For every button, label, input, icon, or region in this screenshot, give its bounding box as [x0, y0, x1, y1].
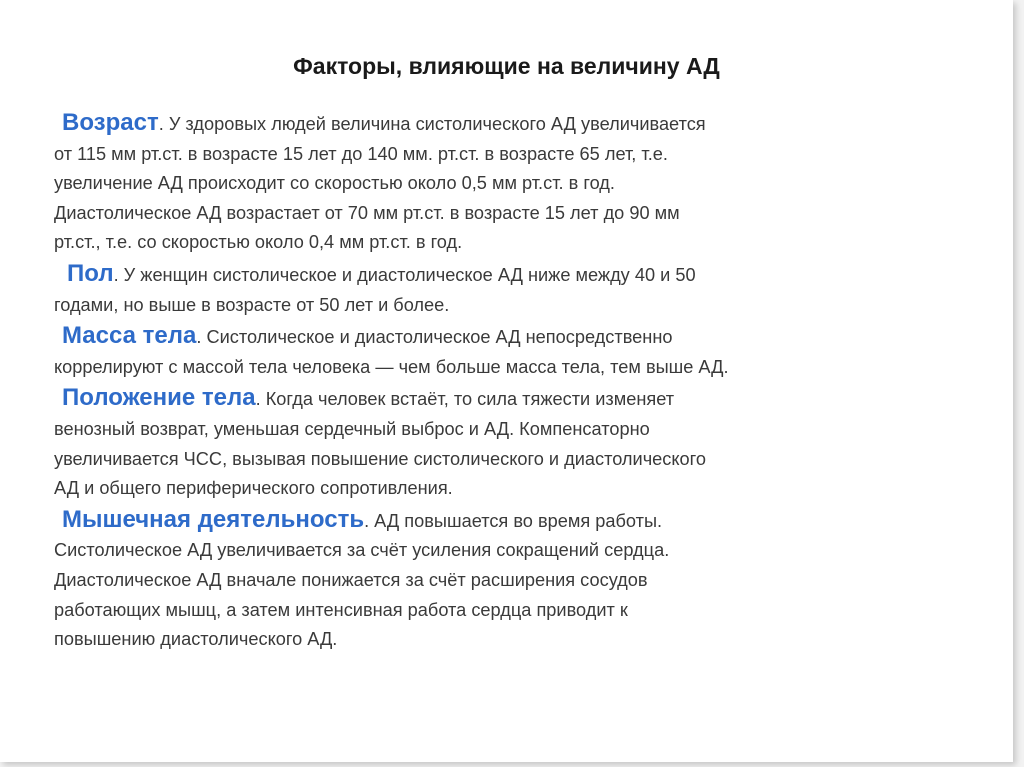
slide-title: Факторы, влияющие на величину АД: [293, 53, 720, 79]
section-line: рт.ст., т.е. со скоростью около 0,4 мм рт.ст. в год.: [54, 232, 463, 253]
section-line: повышению диастолического АД.: [54, 629, 338, 650]
section-body-mass: [54, 321, 954, 382]
section-body-position: [54, 383, 954, 503]
section-first-line: [54, 259, 954, 291]
section-line: венозный возврат, уменьшая сердечный выброс и АД. Компенсаторно: [54, 418, 650, 439]
term-heading: Масса тела: [62, 322, 197, 350]
section-line: Систолическое АД увеличивается за счёт усиления сокращений сердца.: [54, 540, 670, 561]
section-line: увеличивается ЧСС, вызывая повышение систолического и диастолического: [54, 448, 707, 469]
term-heading: Положение тела: [62, 384, 256, 412]
section-line: работающих мышц, а затем интенсивная работа сердца приводит к: [54, 599, 628, 620]
term-heading: Мышечная деятельность: [62, 505, 365, 533]
term-heading: Возраст: [62, 109, 159, 136]
section-line: Диастолическое АД вначале понижается за счёт расширения сосудов: [54, 569, 648, 590]
section-line: годами, но выше в возрасте от 50 лет и более.: [54, 294, 450, 315]
section-line: Диастолическое АД возрастает от 70 мм рт.ст. в возрасте 15 лет до 90 мм: [54, 202, 680, 223]
term-heading: Пол: [67, 259, 114, 287]
section-first-line: [54, 383, 954, 415]
section-age: [54, 108, 954, 258]
section-text: . У здоровых людей величина систолического АД увеличивается: [158, 114, 706, 134]
section-line: коррелируют с массой тела человека — чем больше масса тела, тем выше АД.: [54, 356, 729, 377]
section-first-line: [54, 505, 954, 537]
section-first-line: [54, 321, 954, 353]
slide-body: [54, 108, 954, 656]
section-line: увеличение АД происходит со скоростью около 0,5 мм рт.ст. в год.: [54, 173, 615, 194]
section-text: . У женщин систолическое и диастолическое АД ниже между 40 и 50: [113, 264, 696, 285]
section-line: АД и общего периферического сопротивления.: [54, 478, 453, 499]
section-text: . Когда человек встаёт, то сила тяжести изменяет: [255, 389, 675, 410]
section-first-line: [54, 108, 954, 140]
section-text: . АД повышается во время работы.: [364, 510, 663, 531]
section-muscle-activity: [54, 505, 954, 655]
section-sex: [54, 259, 954, 320]
section-line: от 115 мм рт.ст. в возрасте 15 лет до 140 мм. рт.ст. в возрасте 65 лет, т.е.: [54, 143, 668, 164]
section-text: . Систолическое и диастолическое АД непосредственно: [196, 327, 673, 348]
